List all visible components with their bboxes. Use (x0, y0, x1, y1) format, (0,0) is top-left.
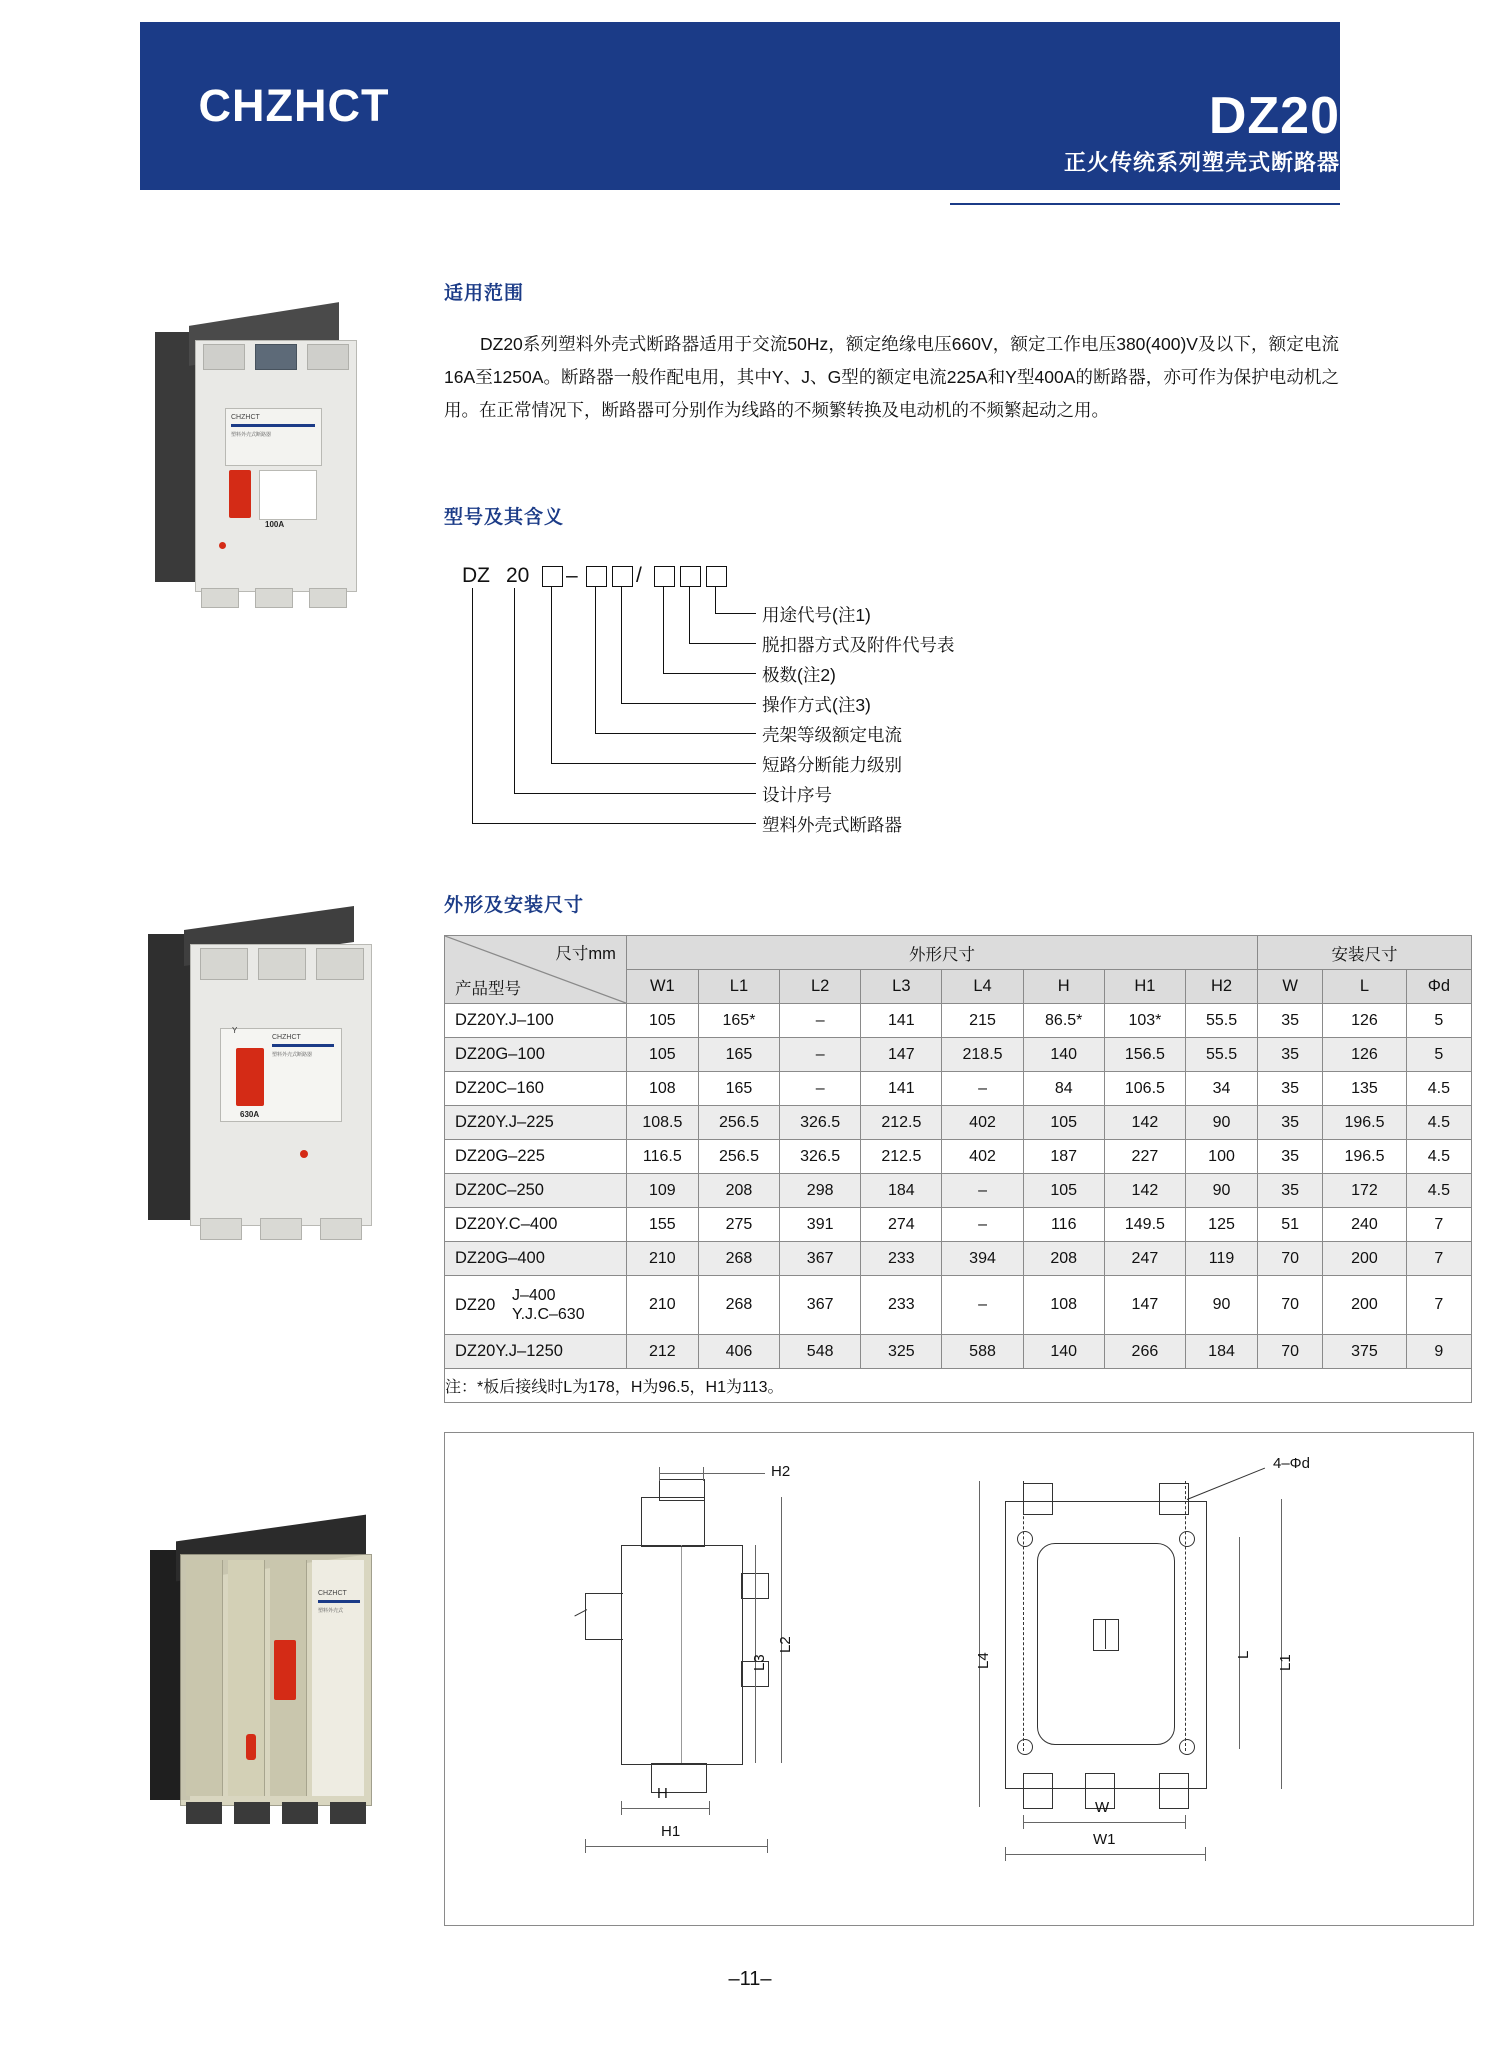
table-note-row (445, 1369, 1472, 1403)
cell: 149.5 (1104, 1208, 1185, 1242)
label-4-phid: 4–Φd (1273, 1455, 1310, 1472)
cell: 35 (1258, 1140, 1323, 1174)
cell: 212 (626, 1335, 698, 1369)
table-row (445, 1038, 1472, 1072)
cell: – (942, 1072, 1023, 1106)
row-model-variants (512, 1286, 585, 1324)
row-model-variant-2: Y.J.C–630 (511, 1306, 585, 1323)
table-row (445, 1106, 1472, 1140)
label-h: H (657, 1785, 668, 1802)
cell: 141 (861, 1072, 942, 1106)
cell: 215 (942, 1004, 1023, 1038)
side-view-body (621, 1545, 743, 1765)
row-model: DZ20Y.J–225 (445, 1106, 627, 1140)
brand-logo-text: CHZHCT (198, 80, 390, 131)
page-number: –11– (728, 1968, 772, 1990)
row-model: DZ20C–250 (445, 1174, 627, 1208)
cell: 268 (698, 1276, 779, 1335)
cell: 4.5 (1406, 1072, 1471, 1106)
cell: 394 (942, 1242, 1023, 1276)
cell: 90 (1186, 1174, 1258, 1208)
dimension-drawing-panel (444, 1432, 1474, 1926)
model-box-5 (680, 566, 701, 587)
model-legend-6: 设计序号 (762, 785, 832, 805)
product-photo-transparent-cover: CHZHCT 塑料外壳式 (150, 1520, 405, 1835)
cell: 125 (1186, 1208, 1258, 1242)
cell: 548 (780, 1335, 861, 1369)
cell: 86.5* (1023, 1004, 1104, 1038)
cell: 326.5 (780, 1140, 861, 1174)
section-title-dimensions: 外形及安装尺寸 (444, 895, 585, 916)
cell: 147 (861, 1038, 942, 1072)
corner-label-top: 尺寸mm (555, 945, 616, 963)
model-legend-5: 短路分断能力级别 (762, 755, 902, 775)
label-h2: H2 (771, 1463, 791, 1480)
page-subtitle: 正火传统系列塑壳式断路器 (1063, 150, 1340, 175)
col-h: H (1023, 970, 1104, 1004)
cell: 196.5 (1323, 1106, 1406, 1140)
model-box-2 (586, 566, 607, 587)
label-h1: H1 (661, 1823, 681, 1840)
col-w: W (1258, 970, 1323, 1004)
cell: 208 (1023, 1242, 1104, 1276)
col-l4: L4 (942, 970, 1023, 1004)
side-view-top-cap (641, 1497, 705, 1547)
col-h2: H2 (1186, 970, 1258, 1004)
cell: 402 (942, 1140, 1023, 1174)
col-w1: W1 (626, 970, 698, 1004)
cell: 402 (942, 1106, 1023, 1140)
model-dash: – (566, 564, 578, 587)
table-row (445, 1242, 1472, 1276)
cell: 35 (1258, 1004, 1323, 1038)
row-model: DZ20G–400 (445, 1242, 627, 1276)
row-model: DZ20Y.C–400 (445, 1208, 627, 1242)
dimensions-table-wrapper (444, 935, 1500, 1403)
table-row (445, 1004, 1472, 1038)
cell: 218.5 (942, 1038, 1023, 1072)
table-corner-cell (445, 936, 627, 1004)
cell: 165* (698, 1004, 779, 1038)
cell: 9 (1406, 1335, 1471, 1369)
table-header-row-1 (445, 936, 1472, 970)
cell: 184 (861, 1174, 942, 1208)
plate-tab-bl (1023, 1773, 1053, 1809)
cell: 212.5 (861, 1106, 942, 1140)
row-model (445, 1276, 627, 1335)
cell: 172 (1323, 1174, 1406, 1208)
cell: 155 (626, 1208, 698, 1242)
row-model: DZ20Y.J–100 (445, 1004, 627, 1038)
cell: 106.5 (1104, 1072, 1185, 1106)
table-row (445, 1140, 1472, 1174)
cell: 116.5 (626, 1140, 698, 1174)
cell: 105 (626, 1004, 698, 1038)
cell: 70 (1258, 1242, 1323, 1276)
cell: 588 (942, 1335, 1023, 1369)
cell: 233 (861, 1242, 942, 1276)
cell: 391 (780, 1208, 861, 1242)
label-l: L (1235, 1650, 1252, 1659)
cell: 4.5 (1406, 1140, 1471, 1174)
label-l4: L4 (975, 1652, 992, 1669)
cell: 7 (1406, 1208, 1471, 1242)
cell: 108 (1023, 1276, 1104, 1335)
cell: 274 (861, 1208, 942, 1242)
cell: 200 (1323, 1276, 1406, 1335)
cell: 105 (626, 1038, 698, 1072)
group-header-mounting: 安装尺寸 (1258, 936, 1472, 970)
mounting-hole-tr (1179, 1531, 1195, 1547)
cell: 7 (1406, 1276, 1471, 1335)
cell: 406 (698, 1335, 779, 1369)
cell: 119 (1186, 1242, 1258, 1276)
page-title: DZ20 (1208, 87, 1340, 145)
cell: – (942, 1174, 1023, 1208)
cell: 156.5 (1104, 1038, 1185, 1072)
table-row (445, 1174, 1472, 1208)
cell: 84 (1023, 1072, 1104, 1106)
cell: 227 (1104, 1140, 1185, 1174)
cell: 51 (1258, 1208, 1323, 1242)
col-l1: L1 (698, 970, 779, 1004)
cell: 135 (1323, 1072, 1406, 1106)
label-l2: L2 (777, 1636, 794, 1653)
cell: 208 (698, 1174, 779, 1208)
cell: 35 (1258, 1072, 1323, 1106)
cell: – (780, 1004, 861, 1038)
cell: 298 (780, 1174, 861, 1208)
cell: 233 (861, 1276, 942, 1335)
cell: 7 (1406, 1242, 1471, 1276)
cell: 140 (1023, 1335, 1104, 1369)
row-model: DZ20Y.J–1250 (445, 1335, 627, 1369)
model-box-1 (542, 566, 563, 587)
cell: 266 (1104, 1335, 1185, 1369)
cell: 165 (698, 1038, 779, 1072)
cell: 256.5 (698, 1140, 779, 1174)
cell: 100 (1186, 1140, 1258, 1174)
model-legend-0: 用途代号(注1) (762, 605, 871, 625)
cell: 90 (1186, 1106, 1258, 1140)
cell: 212.5 (861, 1140, 942, 1174)
model-box-3 (612, 566, 633, 587)
row-model: DZ20C–160 (445, 1072, 627, 1106)
cell: 210 (626, 1242, 698, 1276)
cell: 140 (1023, 1038, 1104, 1072)
row-model: DZ20G–225 (445, 1140, 627, 1174)
table-row (445, 1072, 1472, 1106)
cell: 240 (1323, 1208, 1406, 1242)
table-row (445, 1276, 1472, 1335)
model-slash: / (636, 564, 642, 587)
plate-tab-br (1159, 1773, 1189, 1809)
mounting-hole-tl (1017, 1531, 1033, 1547)
cell: 367 (780, 1242, 861, 1276)
cell: – (942, 1276, 1023, 1335)
cell: 326.5 (780, 1106, 861, 1140)
cell: 275 (698, 1208, 779, 1242)
col-phid: Φd (1406, 970, 1471, 1004)
table-row (445, 1335, 1472, 1369)
cell: 90 (1186, 1276, 1258, 1335)
model-legend-3: 操作方式(注3) (762, 695, 871, 715)
cell: 4.5 (1406, 1174, 1471, 1208)
label-w1: W1 (1093, 1831, 1116, 1848)
cell: 34 (1186, 1072, 1258, 1106)
cell: 4.5 (1406, 1106, 1471, 1140)
cell: 210 (626, 1276, 698, 1335)
corner-label-bottom: 产品型号 (455, 980, 521, 998)
cell: 116 (1023, 1208, 1104, 1242)
col-h1: H1 (1104, 970, 1185, 1004)
plate-center-mark (1093, 1619, 1119, 1651)
cell: 109 (626, 1174, 698, 1208)
label-l1: L1 (1277, 1654, 1294, 1671)
cell: 105 (1023, 1174, 1104, 1208)
cell: 268 (698, 1242, 779, 1276)
model-legend-4: 壳架等级额定电流 (762, 725, 902, 745)
cell: 70 (1258, 1276, 1323, 1335)
cell: 126 (1323, 1038, 1406, 1072)
dimensions-table (444, 935, 1472, 1403)
row-model-prefix: DZ20 (455, 1295, 496, 1314)
cell: 256.5 (698, 1106, 779, 1140)
cell: 196.5 (1323, 1140, 1406, 1174)
row-model: DZ20G–100 (445, 1038, 627, 1072)
cell: 187 (1023, 1140, 1104, 1174)
cell: 108.5 (626, 1106, 698, 1140)
cell: 142 (1104, 1106, 1185, 1140)
cell: 105 (1023, 1106, 1104, 1140)
col-l: L (1323, 970, 1406, 1004)
cell: 200 (1323, 1242, 1406, 1276)
cell: 35 (1258, 1174, 1323, 1208)
model-box-6 (706, 566, 727, 587)
model-prefix: DZ (462, 564, 490, 587)
plate-tab-tl (1023, 1483, 1053, 1515)
cell: 147 (1104, 1276, 1185, 1335)
cell: 5 (1406, 1004, 1471, 1038)
mounting-hole-br (1179, 1739, 1195, 1755)
col-l2: L2 (780, 970, 861, 1004)
intro-paragraph: DZ20系列塑料外壳式断路器适用于交流50Hz，额定绝缘电压660V，额定工作电压380(400)V及以下，额定电流16A至1250A。断路器一般作配电用，其中Y、J、G型的额定电流225A和Y型400A的断路器，亦可作为保护电动机之用。在正常情况下，断路器可分别作为线路的不频繁转换及电动机的不频繁起动之用。 (444, 334, 1339, 420)
product-photo-dz20-630: CHZHCT 塑料外壳式断路器 630A Y (148, 918, 403, 1238)
section-title-model: 型号及其含义 (444, 507, 565, 528)
cell: 325 (861, 1335, 942, 1369)
header-divider (950, 203, 1340, 205)
cell: 70 (1258, 1335, 1323, 1369)
model-legend-2: 极数(注2) (762, 665, 836, 685)
group-header-outline: 外形尺寸 (626, 936, 1257, 970)
brand-logo (140, 22, 448, 190)
product-photo-dz20-100: CHZHCT 塑料外壳式断路器 100A (155, 310, 400, 615)
section-title-scope: 适用范围 (444, 283, 525, 304)
side-view-top-boss (659, 1479, 705, 1501)
cell: 165 (698, 1072, 779, 1106)
header-titles (1064, 88, 1340, 178)
cell: – (780, 1072, 861, 1106)
model-series: 20 (506, 564, 530, 587)
page-header (0, 0, 1500, 212)
cell: 184 (1186, 1335, 1258, 1369)
model-legend-7: 塑料外壳式断路器 (762, 815, 902, 835)
cell: 5 (1406, 1038, 1471, 1072)
cell: 108 (626, 1072, 698, 1106)
col-l3: L3 (861, 970, 942, 1004)
cell: 35 (1258, 1106, 1323, 1140)
cell: 141 (861, 1004, 942, 1038)
model-legend-1: 脱扣器方式及附件代号表 (762, 635, 955, 655)
table-row (445, 1208, 1472, 1242)
row-model-variant-1: J–400 (511, 1287, 556, 1304)
cell: 247 (1104, 1242, 1185, 1276)
model-code-diagram (444, 548, 1344, 848)
cell: 126 (1323, 1004, 1406, 1038)
table-note: 注：*板后接线时L为178，H为96.5，H1为113。 (445, 1369, 1472, 1403)
mounting-hole-bl (1017, 1739, 1033, 1755)
cell: 367 (780, 1276, 861, 1335)
cell: 103* (1104, 1004, 1185, 1038)
cell: – (780, 1038, 861, 1072)
label-w: W (1095, 1799, 1110, 1816)
cell: 375 (1323, 1335, 1406, 1369)
cell: 55.5 (1186, 1004, 1258, 1038)
cell: – (942, 1208, 1023, 1242)
label-l3: L3 (751, 1654, 768, 1671)
model-box-4 (654, 566, 675, 587)
cell: 142 (1104, 1174, 1185, 1208)
cell: 35 (1258, 1038, 1323, 1072)
cell: 55.5 (1186, 1038, 1258, 1072)
